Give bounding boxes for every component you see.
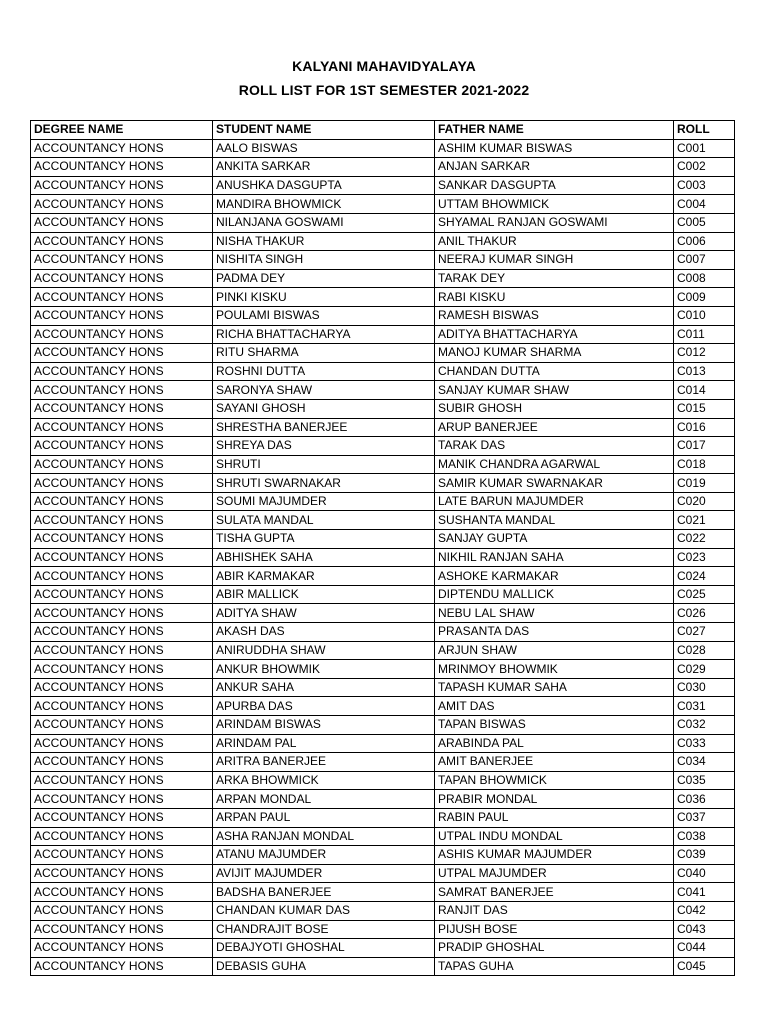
student-name-cell: AKASH DAS	[213, 623, 435, 642]
degree-name-cell: ACCOUNTANCY HONS	[31, 530, 213, 549]
father-name-cell: TAPAN BHOWMICK	[435, 771, 674, 790]
roll-number-cell: C014	[674, 381, 735, 400]
degree-name-cell: ACCOUNTANCY HONS	[31, 195, 213, 214]
father-name-cell: SAMRAT BANERJEE	[435, 883, 674, 902]
degree-name-cell: ACCOUNTANCY HONS	[31, 790, 213, 809]
table-row	[31, 381, 735, 400]
student-name-cell: RICHA BHATTACHARYA	[213, 325, 435, 344]
degree-name-cell: ACCOUNTANCY HONS	[31, 753, 213, 772]
student-name-cell: ROSHNI DUTTA	[213, 362, 435, 381]
table-row	[31, 269, 735, 288]
table-row	[31, 511, 735, 530]
father-name-cell: AMIT BANERJEE	[435, 753, 674, 772]
roll-number-cell: C031	[674, 697, 735, 716]
degree-name-cell: ACCOUNTANCY HONS	[31, 474, 213, 493]
student-name-cell: DEBASIS GUHA	[213, 957, 435, 976]
header-student-name: STUDENT NAME	[213, 121, 435, 140]
degree-name-cell: ACCOUNTANCY HONS	[31, 232, 213, 251]
student-name-cell: ARPAN MONDAL	[213, 790, 435, 809]
student-name-cell: ARITRA BANERJEE	[213, 753, 435, 772]
table-row	[31, 567, 735, 586]
degree-name-cell: ACCOUNTANCY HONS	[31, 139, 213, 158]
father-name-cell: SUBIR GHOSH	[435, 399, 674, 418]
student-name-cell: ANKUR SAHA	[213, 678, 435, 697]
father-name-cell: PRABIR MONDAL	[435, 790, 674, 809]
student-name-cell: ADITYA SHAW	[213, 604, 435, 623]
degree-name-cell: ACCOUNTANCY HONS	[31, 604, 213, 623]
table-row	[31, 623, 735, 642]
table-body	[31, 139, 735, 976]
roll-number-cell: C033	[674, 734, 735, 753]
degree-name-cell: ACCOUNTANCY HONS	[31, 623, 213, 642]
roll-number-cell: C032	[674, 716, 735, 735]
degree-name-cell: ACCOUNTANCY HONS	[31, 957, 213, 976]
table-row	[31, 251, 735, 270]
table-row	[31, 604, 735, 623]
roll-number-cell: C004	[674, 195, 735, 214]
student-name-cell: NILANJANA GOSWAMI	[213, 213, 435, 232]
table-row	[31, 883, 735, 902]
student-name-cell: ANIRUDDHA SHAW	[213, 641, 435, 660]
table-row	[31, 585, 735, 604]
roll-number-cell: C030	[674, 678, 735, 697]
student-name-cell: SULATA MANDAL	[213, 511, 435, 530]
father-name-cell: MANIK CHANDRA AGARWAL	[435, 455, 674, 474]
degree-name-cell: ACCOUNTANCY HONS	[31, 176, 213, 195]
degree-name-cell: ACCOUNTANCY HONS	[31, 920, 213, 939]
degree-name-cell: ACCOUNTANCY HONS	[31, 846, 213, 865]
father-name-cell: SAMIR KUMAR SWARNAKAR	[435, 474, 674, 493]
table-row	[31, 158, 735, 177]
roll-number-cell: C011	[674, 325, 735, 344]
student-name-cell: ATANU MAJUMDER	[213, 846, 435, 865]
father-name-cell: NEBU LAL SHAW	[435, 604, 674, 623]
table-row	[31, 418, 735, 437]
table-row	[31, 660, 735, 679]
degree-name-cell: ACCOUNTANCY HONS	[31, 288, 213, 307]
table-row	[31, 344, 735, 363]
roll-number-cell: C037	[674, 808, 735, 827]
student-name-cell: SHRESTHA BANERJEE	[213, 418, 435, 437]
table-row	[31, 455, 735, 474]
degree-name-cell: ACCOUNTANCY HONS	[31, 939, 213, 958]
degree-name-cell: ACCOUNTANCY HONS	[31, 567, 213, 586]
father-name-cell: MANOJ KUMAR SHARMA	[435, 344, 674, 363]
roll-number-cell: C018	[674, 455, 735, 474]
roll-number-cell: C042	[674, 901, 735, 920]
degree-name-cell: ACCOUNTANCY HONS	[31, 808, 213, 827]
father-name-cell: ARUP BANERJEE	[435, 418, 674, 437]
table-row	[31, 734, 735, 753]
student-name-cell: ABIR KARMAKAR	[213, 567, 435, 586]
table-row	[31, 492, 735, 511]
father-name-cell: RAMESH BISWAS	[435, 306, 674, 325]
roll-number-cell: C020	[674, 492, 735, 511]
father-name-cell: SANJAY KUMAR SHAW	[435, 381, 674, 400]
student-name-cell: TISHA GUPTA	[213, 530, 435, 549]
header-father-name: FATHER NAME	[435, 121, 674, 140]
father-name-cell: ANIL THAKUR	[435, 232, 674, 251]
student-name-cell: ARKA BHOWMICK	[213, 771, 435, 790]
father-name-cell: NEERAJ KUMAR SINGH	[435, 251, 674, 270]
table-row	[31, 195, 735, 214]
roll-number-cell: C024	[674, 567, 735, 586]
table-row	[31, 213, 735, 232]
father-name-cell: TAPASH KUMAR SAHA	[435, 678, 674, 697]
table-row	[31, 139, 735, 158]
roll-number-cell: C029	[674, 660, 735, 679]
student-name-cell: SOUMI MAJUMDER	[213, 492, 435, 511]
table-row	[31, 474, 735, 493]
table-row	[31, 399, 735, 418]
father-name-cell: TARAK DAS	[435, 437, 674, 456]
roll-number-cell: C005	[674, 213, 735, 232]
degree-name-cell: ACCOUNTANCY HONS	[31, 716, 213, 735]
father-name-cell: LATE BARUN MAJUMDER	[435, 492, 674, 511]
roll-number-cell: C006	[674, 232, 735, 251]
father-name-cell: ARJUN SHAW	[435, 641, 674, 660]
table-row	[31, 920, 735, 939]
roll-number-cell: C017	[674, 437, 735, 456]
table-row	[31, 716, 735, 735]
roll-number-cell: C038	[674, 827, 735, 846]
degree-name-cell: ACCOUNTANCY HONS	[31, 381, 213, 400]
table-row	[31, 325, 735, 344]
roll-number-cell: C040	[674, 864, 735, 883]
degree-name-cell: ACCOUNTANCY HONS	[31, 492, 213, 511]
roll-number-cell: C027	[674, 623, 735, 642]
student-name-cell: SARONYA SHAW	[213, 381, 435, 400]
degree-name-cell: ACCOUNTANCY HONS	[31, 548, 213, 567]
degree-name-cell: ACCOUNTANCY HONS	[31, 511, 213, 530]
student-name-cell: ANKUR BHOWMIK	[213, 660, 435, 679]
degree-name-cell: ACCOUNTANCY HONS	[31, 418, 213, 437]
roll-number-cell: C008	[674, 269, 735, 288]
student-name-cell: SHRUTI SWARNAKAR	[213, 474, 435, 493]
table-row	[31, 901, 735, 920]
student-name-cell: MANDIRA BHOWMICK	[213, 195, 435, 214]
degree-name-cell: ACCOUNTANCY HONS	[31, 864, 213, 883]
table-row	[31, 288, 735, 307]
student-name-cell: SHREYA DAS	[213, 437, 435, 456]
table-row	[31, 437, 735, 456]
roll-number-cell: C016	[674, 418, 735, 437]
student-name-cell: AVIJIT MAJUMDER	[213, 864, 435, 883]
degree-name-cell: ACCOUNTANCY HONS	[31, 641, 213, 660]
student-name-cell: APURBA DAS	[213, 697, 435, 716]
table-row	[31, 790, 735, 809]
roll-number-cell: C021	[674, 511, 735, 530]
roll-number-cell: C045	[674, 957, 735, 976]
table-row	[31, 232, 735, 251]
student-name-cell: NISHA THAKUR	[213, 232, 435, 251]
father-name-cell: CHANDAN DUTTA	[435, 362, 674, 381]
father-name-cell: RABI KISKU	[435, 288, 674, 307]
roll-number-cell: C036	[674, 790, 735, 809]
roll-number-cell: C039	[674, 846, 735, 865]
father-name-cell: ASHOKE KARMAKAR	[435, 567, 674, 586]
degree-name-cell: ACCOUNTANCY HONS	[31, 269, 213, 288]
table-row	[31, 678, 735, 697]
degree-name-cell: ACCOUNTANCY HONS	[31, 399, 213, 418]
student-name-cell: DEBAJYOTI GHOSHAL	[213, 939, 435, 958]
roll-number-cell: C041	[674, 883, 735, 902]
father-name-cell: UTPAL INDU MONDAL	[435, 827, 674, 846]
father-name-cell: UTPAL MAJUMDER	[435, 864, 674, 883]
father-name-cell: SHYAMAL RANJAN GOSWAMI	[435, 213, 674, 232]
roll-number-cell: C028	[674, 641, 735, 660]
table-row	[31, 176, 735, 195]
degree-name-cell: ACCOUNTANCY HONS	[31, 771, 213, 790]
table-row	[31, 548, 735, 567]
student-name-cell: PINKI KISKU	[213, 288, 435, 307]
roll-number-cell: C009	[674, 288, 735, 307]
roll-number-cell: C013	[674, 362, 735, 381]
student-name-cell: ARINDAM BISWAS	[213, 716, 435, 735]
student-name-cell: ABIR MALLICK	[213, 585, 435, 604]
degree-name-cell: ACCOUNTANCY HONS	[31, 455, 213, 474]
roll-list-table	[30, 120, 735, 976]
table-row	[31, 641, 735, 660]
table-row	[31, 697, 735, 716]
roll-number-cell: C026	[674, 604, 735, 623]
student-name-cell: RITU SHARMA	[213, 344, 435, 363]
roll-number-cell: C007	[674, 251, 735, 270]
student-name-cell: ABHISHEK SAHA	[213, 548, 435, 567]
father-name-cell: SUSHANTA MANDAL	[435, 511, 674, 530]
roll-number-cell: C043	[674, 920, 735, 939]
student-name-cell: ARINDAM PAL	[213, 734, 435, 753]
roll-number-cell: C023	[674, 548, 735, 567]
degree-name-cell: ACCOUNTANCY HONS	[31, 306, 213, 325]
roll-number-cell: C034	[674, 753, 735, 772]
table-row	[31, 939, 735, 958]
roll-number-cell: C002	[674, 158, 735, 177]
roll-number-cell: C015	[674, 399, 735, 418]
degree-name-cell: ACCOUNTANCY HONS	[31, 883, 213, 902]
student-name-cell: NISHITA SINGH	[213, 251, 435, 270]
roll-number-cell: C001	[674, 139, 735, 158]
student-name-cell: ARPAN PAUL	[213, 808, 435, 827]
father-name-cell: RABIN PAUL	[435, 808, 674, 827]
roll-number-cell: C025	[674, 585, 735, 604]
father-name-cell: TAPAS GUHA	[435, 957, 674, 976]
father-name-cell: ASHIM KUMAR BISWAS	[435, 139, 674, 158]
father-name-cell: ANJAN SARKAR	[435, 158, 674, 177]
father-name-cell: TAPAN BISWAS	[435, 716, 674, 735]
roll-number-cell: C010	[674, 306, 735, 325]
degree-name-cell: ACCOUNTANCY HONS	[31, 827, 213, 846]
student-name-cell: ANUSHKA DASGUPTA	[213, 176, 435, 195]
student-name-cell: SHRUTI	[213, 455, 435, 474]
father-name-cell: ASHIS KUMAR MAJUMDER	[435, 846, 674, 865]
degree-name-cell: ACCOUNTANCY HONS	[31, 158, 213, 177]
father-name-cell: RANJIT DAS	[435, 901, 674, 920]
student-name-cell: PADMA DEY	[213, 269, 435, 288]
table-row	[31, 846, 735, 865]
father-name-cell: SANKAR DASGUPTA	[435, 176, 674, 195]
roll-number-cell: C003	[674, 176, 735, 195]
table-row	[31, 753, 735, 772]
father-name-cell: DIPTENDU MALLICK	[435, 585, 674, 604]
father-name-cell: ADITYA BHATTACHARYA	[435, 325, 674, 344]
father-name-cell: PRASANTA DAS	[435, 623, 674, 642]
degree-name-cell: ACCOUNTANCY HONS	[31, 678, 213, 697]
degree-name-cell: ACCOUNTANCY HONS	[31, 901, 213, 920]
student-name-cell: SAYANI GHOSH	[213, 399, 435, 418]
degree-name-cell: ACCOUNTANCY HONS	[31, 362, 213, 381]
degree-name-cell: ACCOUNTANCY HONS	[31, 660, 213, 679]
institution-title: KALYANI MAHAVIDYALAYA	[292, 58, 476, 74]
header-degree-name: DEGREE NAME	[31, 121, 213, 140]
table-row	[31, 864, 735, 883]
degree-name-cell: ACCOUNTANCY HONS	[31, 325, 213, 344]
father-name-cell: NIKHIL RANJAN SAHA	[435, 548, 674, 567]
father-name-cell: AMIT DAS	[435, 697, 674, 716]
father-name-cell: PIJUSH BOSE	[435, 920, 674, 939]
student-name-cell: ASHA RANJAN MONDAL	[213, 827, 435, 846]
roll-number-cell: C044	[674, 939, 735, 958]
degree-name-cell: ACCOUNTANCY HONS	[31, 437, 213, 456]
father-name-cell: TARAK DEY	[435, 269, 674, 288]
header-roll: ROLL	[674, 121, 735, 140]
roll-list-subtitle: ROLL LIST FOR 1ST SEMESTER 2021-2022	[238, 82, 530, 98]
degree-name-cell: ACCOUNTANCY HONS	[31, 697, 213, 716]
table-row	[31, 771, 735, 790]
table-row	[31, 808, 735, 827]
table-row	[31, 362, 735, 381]
table-row	[31, 306, 735, 325]
roll-number-cell: C012	[674, 344, 735, 363]
father-name-cell: ARABINDA PAL	[435, 734, 674, 753]
father-name-cell: SANJAY GUPTA	[435, 530, 674, 549]
degree-name-cell: ACCOUNTANCY HONS	[31, 251, 213, 270]
table-row	[31, 957, 735, 976]
father-name-cell: PRADIP GHOSHAL	[435, 939, 674, 958]
table-header-row	[31, 121, 735, 140]
degree-name-cell: ACCOUNTANCY HONS	[31, 213, 213, 232]
father-name-cell: MRINMOY BHOWMIK	[435, 660, 674, 679]
table-row	[31, 530, 735, 549]
student-name-cell: ANKITA SARKAR	[213, 158, 435, 177]
student-name-cell: POULAMI BISWAS	[213, 306, 435, 325]
roll-number-cell: C022	[674, 530, 735, 549]
degree-name-cell: ACCOUNTANCY HONS	[31, 734, 213, 753]
father-name-cell: UTTAM BHOWMICK	[435, 195, 674, 214]
roll-number-cell: C035	[674, 771, 735, 790]
student-name-cell: BADSHA BANERJEE	[213, 883, 435, 902]
table-row	[31, 827, 735, 846]
student-name-cell: CHANDRAJIT BOSE	[213, 920, 435, 939]
degree-name-cell: ACCOUNTANCY HONS	[31, 585, 213, 604]
student-name-cell: CHANDAN KUMAR DAS	[213, 901, 435, 920]
degree-name-cell: ACCOUNTANCY HONS	[31, 344, 213, 363]
student-name-cell: AALO BISWAS	[213, 139, 435, 158]
roll-number-cell: C019	[674, 474, 735, 493]
